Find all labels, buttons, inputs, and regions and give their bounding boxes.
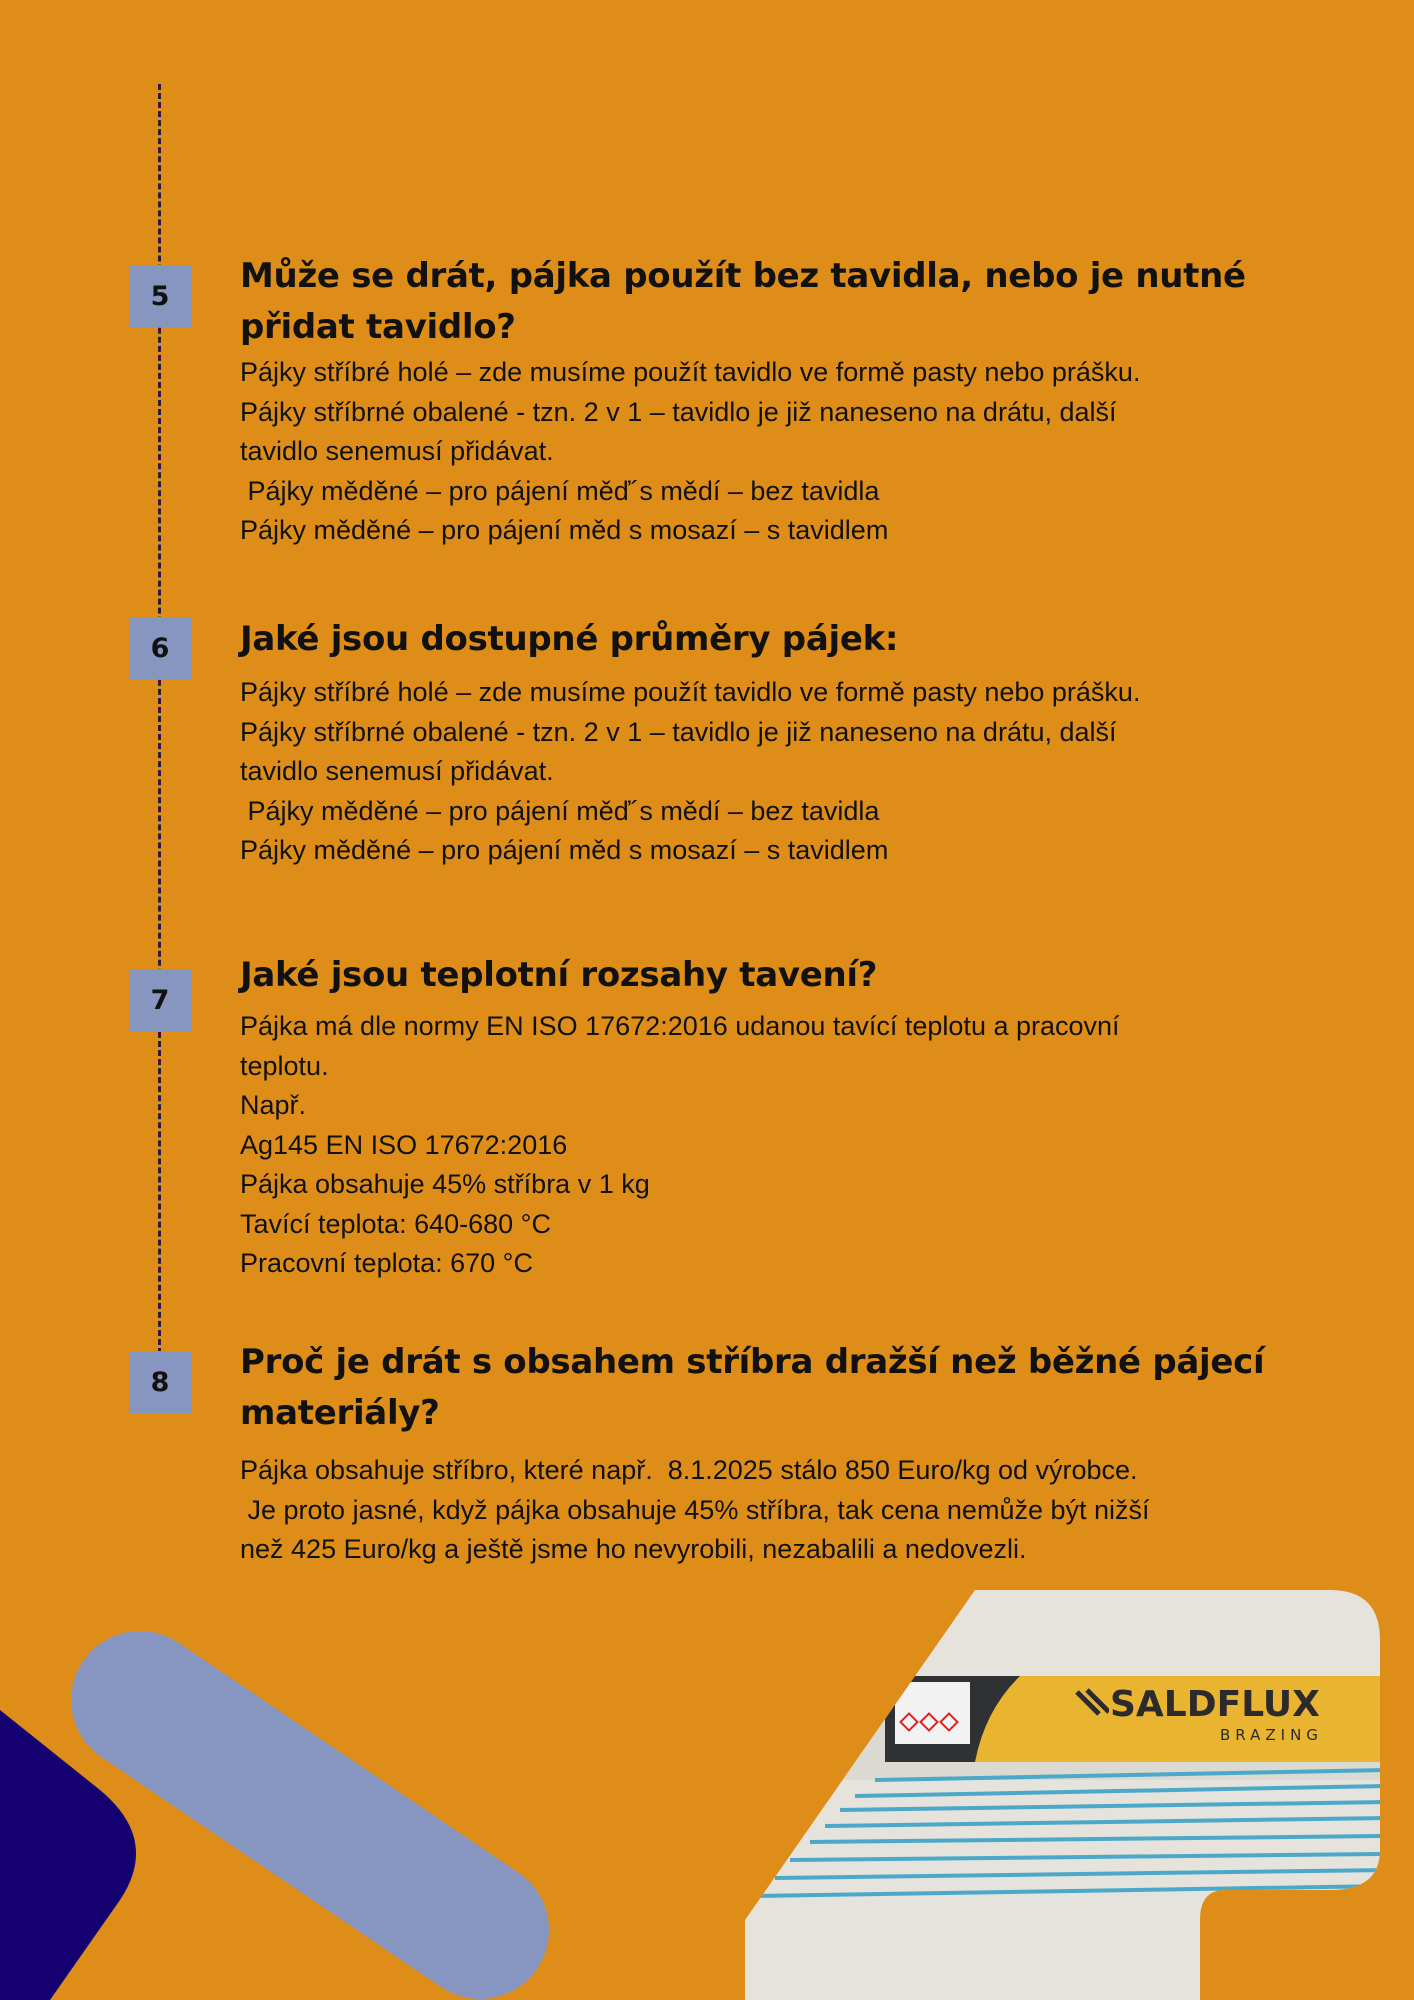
brand-name: SALDFLUX xyxy=(1110,1684,1320,1725)
title-line: Může se drát, pájka použít bez tavidla, nebo je nutné xyxy=(240,256,1246,296)
body-line: Pájka obsahuje stříbro, které např. 8.1.2025 stálo 850 Euro/kg od výrobce. xyxy=(240,1455,1138,1485)
body-line: Pájky měděné – pro pájení měd s mosazí – s tavidlem xyxy=(240,835,889,865)
body-line: Pájka obsahuje 45% stříbra v 1 kg xyxy=(240,1169,650,1199)
title-line: Jaké jsou teplotní rozsahy tavení? xyxy=(240,955,878,995)
section-number: 8 xyxy=(150,1366,170,1398)
body-line: Např. xyxy=(240,1090,307,1120)
body-line: tavidlo senemusí přidávat. xyxy=(240,756,554,786)
body-line: Pájky měděné – pro pájení měd s mosazí – s tavidlem xyxy=(240,515,889,545)
body-line: Je proto jasné, když pájka obsahuje 45% stříbra, tak cena nemůže být nižší xyxy=(240,1494,1150,1525)
section-number: 6 xyxy=(150,632,170,664)
section-number: 7 xyxy=(150,984,170,1016)
body-line: Pájky stříbrné obalené - tzn. 2 v 1 – tavidlo je již naneseno na drátu, další xyxy=(240,716,1117,747)
section-number: 5 xyxy=(150,280,170,312)
body-line: Pájka má dle normy EN ISO 17672:2016 udanou tavící teplotu a pracovní xyxy=(240,1011,1120,1041)
body-line: Pájky měděné – pro pájení měď´s mědí – bez tavidla xyxy=(240,475,880,506)
body-line: než 425 Euro/kg a ještě jsme ho nevyrobili, nezabalili a nedovezli. xyxy=(240,1534,1027,1564)
body-line: Pájky stříbré holé – zde musíme použít tavidlo ve formě pasty nebo prášku. xyxy=(240,677,1141,707)
body-line: tavidlo senemusí přidávat. xyxy=(240,436,554,466)
decorative-pill xyxy=(140,1700,480,1930)
body-line: Pracovní teplota: 670 °C xyxy=(240,1248,533,1278)
body-line: Pájky měděné – pro pájení měď´s mědí – bez tavidla xyxy=(240,795,880,826)
title-line: přidat tavidlo? xyxy=(240,307,516,347)
title-line: materiály? xyxy=(240,1393,440,1433)
title-line: Proč je drát s obsahem stříbra dražší než běžné pájecí xyxy=(240,1342,1265,1382)
body-line: Pájky stříbré holé – zde musíme použít tavidlo ve formě pasty nebo prášku. xyxy=(240,357,1141,387)
brand-logo-stripes-icon xyxy=(1075,1688,1109,1716)
body-line: Tavící teplota: 640-680 °C xyxy=(240,1208,551,1239)
brand-subtitle: BRAZING xyxy=(1220,1726,1323,1744)
title-line: Jaké jsou dostupné průměry pájek: xyxy=(240,619,899,659)
product-photo xyxy=(745,1590,1385,2000)
body-line: Ag145 EN ISO 17672:2016 xyxy=(240,1129,568,1160)
body-line: teplotu. xyxy=(240,1050,329,1081)
body-line: Pájky stříbrné obalené - tzn. 2 v 1 – tavidlo je již naneseno na drátu, další xyxy=(240,396,1117,427)
